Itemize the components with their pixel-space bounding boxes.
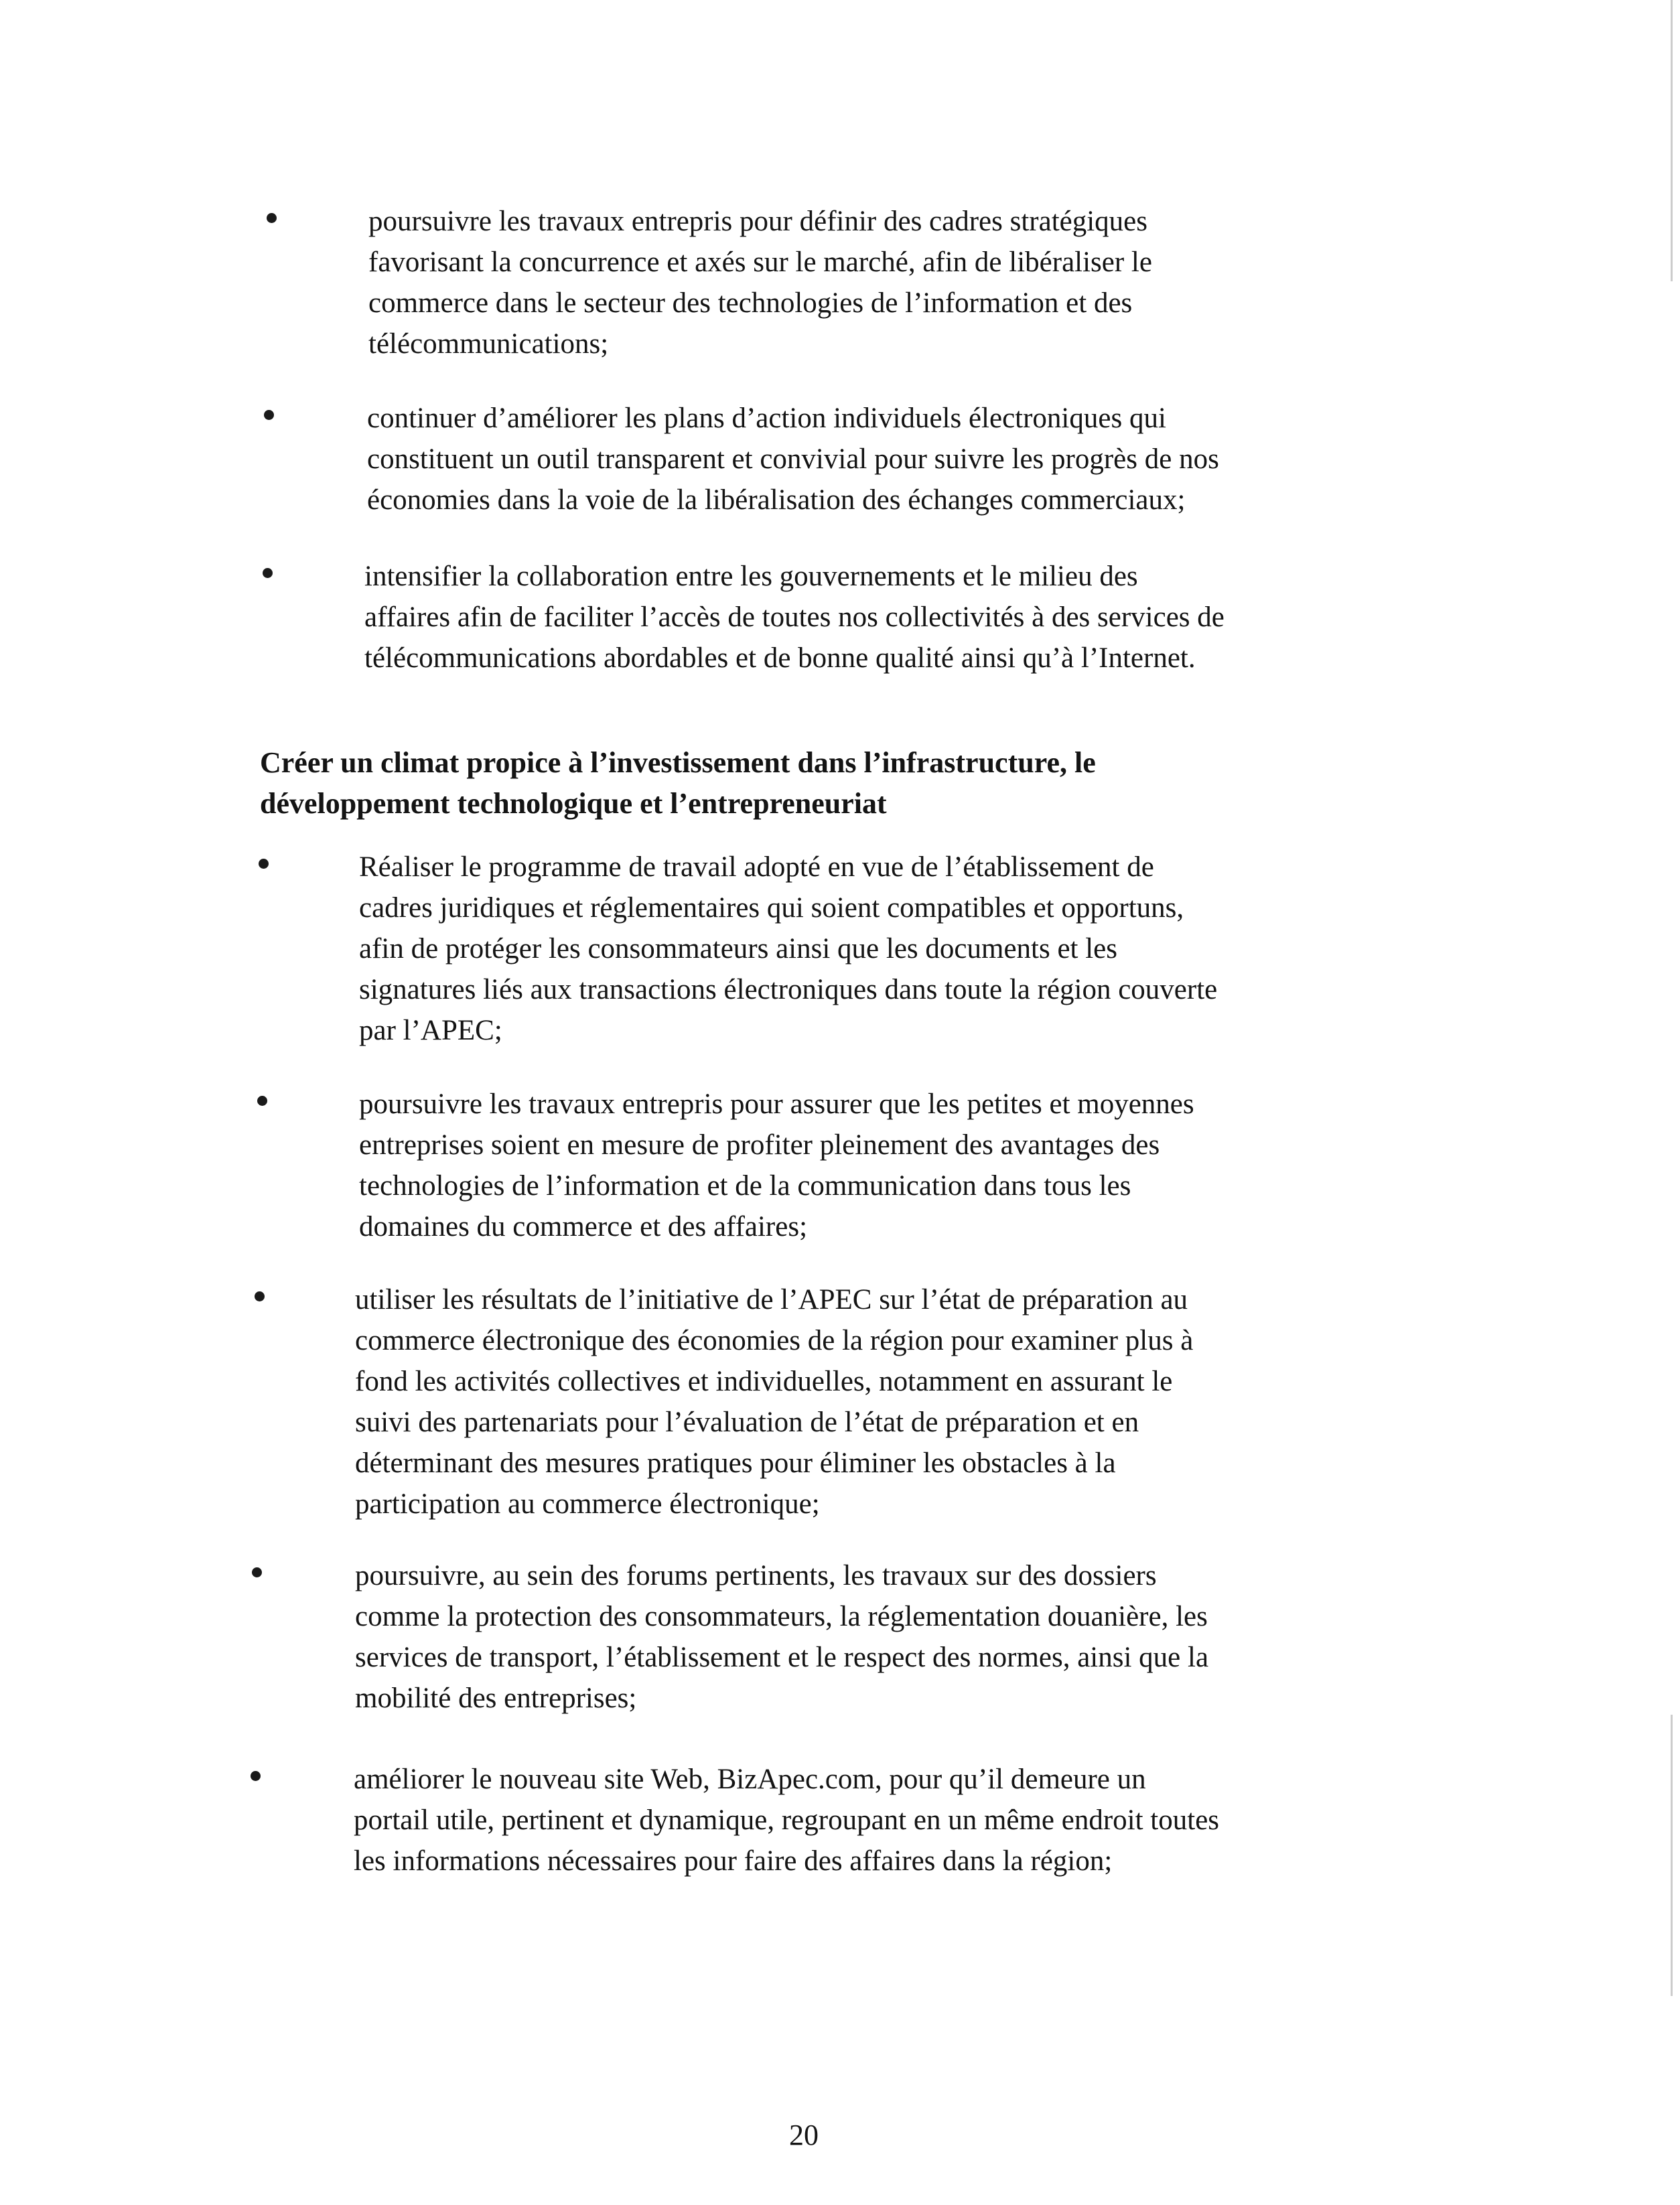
section-heading — [260, 742, 1096, 824]
text-line: technologies de l’information et de la communication dans tous les — [359, 1170, 1131, 1202]
text-line: poursuivre les travaux entrepris pour assurer que les petites et moyennes — [359, 1088, 1194, 1120]
list-item-text — [359, 847, 1217, 1051]
text-line: participation au commerce électronique; — [355, 1488, 820, 1520]
list-item-text — [355, 1279, 1193, 1524]
text-line: poursuivre les travaux entrepris pour définir des cadres stratégiques — [368, 206, 1147, 237]
text-line: afin de protéger les consommateurs ainsi que les documents et les — [359, 933, 1118, 965]
bullet-icon — [257, 1096, 267, 1106]
text-line: favorisant la concurrence et axés sur le marché, afin de libéraliser le — [368, 246, 1152, 278]
text-line: télécommunications; — [368, 328, 609, 360]
text-line: affaires afin de faciliter l’accès de toutes nos collectivités à des services de — [364, 601, 1224, 633]
heading-line: développement technologique et l’entrepreneuriat — [260, 787, 887, 820]
text-line: constituent un outil transparent et convivial pour suivre les progrès de nos — [367, 443, 1219, 475]
text-line: utiliser les résultats de l’initiative de l’APEC sur l’état de préparation au — [355, 1284, 1188, 1315]
list-item-text — [359, 1084, 1194, 1247]
text-line: suivi des partenariats pour l’évaluation de l’état de préparation et en — [355, 1407, 1139, 1438]
bullet-icon — [263, 568, 273, 578]
text-line: mobilité des entreprises; — [355, 1683, 637, 1714]
text-line: intensifier la collaboration entre les gouvernements et le milieu des — [364, 561, 1138, 592]
bullet-icon — [251, 1771, 261, 1781]
text-line: cadres juridiques et réglementaires qui soient compatibles et opportuns, — [359, 892, 1184, 924]
heading-line: Créer un climat propice à l’investissement dans l’infrastructure, le — [260, 746, 1096, 779]
text-line: fond les activités collectives et individuelles, notamment en assurant le — [355, 1366, 1173, 1397]
bullet-icon — [264, 410, 274, 420]
list-item-text — [354, 1759, 1219, 1881]
text-line: poursuivre, au sein des forums pertinents, les travaux sur des dossiers — [355, 1560, 1157, 1591]
text-line: Réaliser le programme de travail adopté en vue de l’établissement de — [359, 851, 1154, 883]
bullet-icon — [252, 1567, 262, 1577]
list-item-text — [367, 398, 1219, 520]
text-line: signatures liés aux transactions électroniques dans toute la région couverte — [359, 974, 1218, 1005]
text-line: commerce dans le secteur des technologies de l’information et des — [368, 287, 1133, 319]
page-number: 20 — [789, 2119, 819, 2151]
list-item-text — [355, 1555, 1208, 1719]
text-line: économies dans la voie de la libéralisation des échanges commerciaux; — [367, 484, 1186, 516]
scan-edge-mark — [1671, 1715, 1673, 1996]
bullet-icon — [267, 213, 277, 223]
text-line: entreprises soient en mesure de profiter pleinement des avantages des — [359, 1129, 1160, 1161]
text-line: par l’APEC; — [359, 1015, 502, 1046]
text-line: améliorer le nouveau site Web, BizApec.com, pour qu’il demeure un — [354, 1764, 1146, 1795]
bullet-icon — [255, 1291, 265, 1301]
text-line: portail utile, pertinent et dynamique, regroupant en un même endroit toutes — [354, 1804, 1220, 1836]
text-line: comme la protection des consommateurs, la réglementation douanière, les — [355, 1601, 1208, 1632]
bullet-icon — [259, 859, 269, 869]
text-line: continuer d’améliorer les plans d’action individuels électroniques qui — [367, 403, 1166, 434]
text-line: services de transport, l’établissement et le respect des normes, ainsi que la — [355, 1642, 1209, 1673]
text-line: domaines du commerce et des affaires; — [359, 1211, 808, 1242]
list-item-text — [364, 556, 1224, 679]
scan-edge-mark — [1671, 0, 1673, 281]
text-line: déterminant des mesures pratiques pour éliminer les obstacles à la — [355, 1447, 1116, 1479]
text-line: télécommunications abordables et de bonne qualité ainsi qu’à l’Internet. — [364, 642, 1196, 674]
list-item-text — [368, 201, 1152, 364]
text-line: les informations nécessaires pour faire des affaires dans la région; — [354, 1845, 1113, 1877]
text-line: commerce électronique des économies de la région pour examiner plus à — [355, 1325, 1194, 1356]
